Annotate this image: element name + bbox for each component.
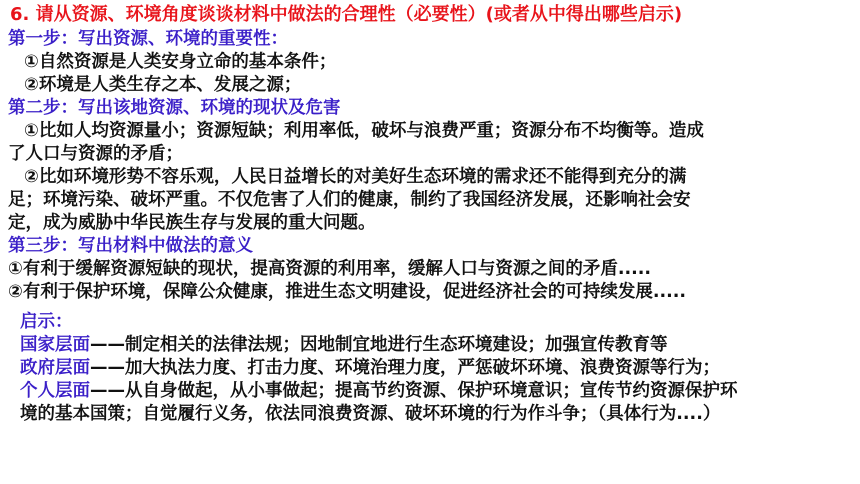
step2-heading: 第二步：写出该地资源、环境的现状及危害 xyxy=(8,98,341,118)
step2-item1-line2: 了人口与资源的矛盾； xyxy=(8,144,183,164)
step3-item-1: ①有利于缓解资源短缺的现状，提高资源的利用率，缓解人口与资源之间的矛盾..... xyxy=(8,259,652,279)
step2-item2-line3: 定，成为威胁中华民族生存与发展的重大问题。 xyxy=(8,213,376,233)
hint-personal xyxy=(20,380,846,402)
step3-heading: 第三步：写出材料中做法的意义 xyxy=(8,236,253,256)
hint-personal-cont: 境的基本国策；自觉履行义务，依法同浪费资源、破坏环境的行为作斗争；（具体行为....） xyxy=(20,404,721,424)
step2-item2-line2: 足；环境污染、破坏严重。不仅危害了人们的健康，制约了我国经济发展，还影响社会安 xyxy=(8,190,691,210)
hint-national-label: 国家层面 xyxy=(20,335,90,355)
hint-personal-label: 个人层面 xyxy=(20,381,90,401)
step1-item-1: ①自然资源是人类安身立命的基本条件； xyxy=(24,52,337,72)
page-title: 6. 请从资源、环境角度谈谈材料中做法的合理性（必要性）(或者从中得出哪些启示) xyxy=(10,4,683,25)
step2-item2-line1: ②比如环境形势不容乐观，人民日益增长的对美好生态环境的需求还不能得到充分的满 xyxy=(24,167,687,187)
hint-personal-text: ——从自身做起，从小事做起；提高节约资源、保护环境意识；宣传节约资源保护环 xyxy=(90,381,738,401)
step1-heading: 第一步：写出资源、环境的重要性： xyxy=(8,29,288,49)
hint-government xyxy=(20,357,846,379)
hint-national-text: ——制定相关的法律法规；因地制宜地进行生态环境建设；加强宣传教育等 xyxy=(90,335,668,355)
step3-item-2: ②有利于保护环境，保障公众健康，推进生态文明建设，促进经济社会的可持续发展..... xyxy=(8,282,687,302)
hint-national xyxy=(20,334,846,356)
step2-item1-line1: ①比如人均资源量小；资源短缺；利用率低，破坏与浪费严重；资源分布不均衡等。造成 xyxy=(24,121,704,141)
hint-government-text: ——加大执法力度、打击力度、环境治理力度，严惩破坏环境、浪费资源等行为； xyxy=(90,358,720,378)
hint-government-label: 政府层面 xyxy=(20,358,90,378)
step1-item-2: ②环境是人类生存之本、发展之源； xyxy=(24,75,302,95)
hints-heading: 启示： xyxy=(20,312,73,332)
